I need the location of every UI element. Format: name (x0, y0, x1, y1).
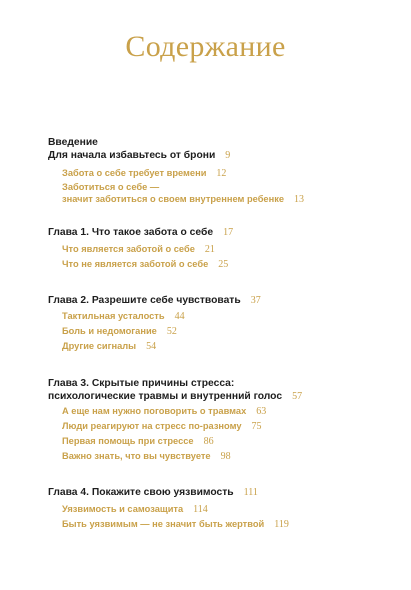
intro-label: Введение (48, 137, 98, 148)
chapter-3-item-1-title: А еще нам нужно поговорить о травмах (62, 406, 247, 416)
chapter-1-item-2-title: Что не является заботой о себе (62, 259, 209, 269)
chapter-4-page: 111 (243, 487, 258, 498)
chapter-3-row[interactable] (48, 391, 302, 403)
chapter-1-item-2[interactable] (62, 258, 228, 271)
chapter-1-item-1[interactable] (62, 243, 215, 256)
chapter-3-item-1-page: 63 (256, 406, 267, 417)
intro-item-1[interactable] (62, 167, 226, 180)
chapter-2-item-3[interactable] (62, 340, 156, 353)
chapter-3-item-3-page: 86 (203, 436, 214, 447)
chapter-1-item-1-page: 21 (204, 244, 215, 255)
chapter-2-item-3-title: Другие сигналы (62, 341, 137, 351)
chapter-4-item-2-title: Быть уязвимым — не значит быть жертвой (62, 519, 265, 529)
chapter-4-item-1-page: 114 (193, 504, 208, 515)
chapter-3-item-2[interactable] (62, 420, 262, 433)
chapter-2-item-2-page: 52 (166, 326, 177, 337)
chapter-3-page: 57 (292, 391, 303, 402)
chapter-3-item-4[interactable] (62, 450, 231, 463)
chapter-3-title: психологические травмы и внутренний голос (48, 391, 283, 402)
chapter-4-item-2-page: 119 (274, 519, 289, 530)
intro-item-2-line1[interactable]: Заботиться о себе — (62, 182, 160, 192)
chapter-2-page: 37 (250, 295, 261, 306)
chapter-2-item-2-title: Боль и недомогание (62, 326, 157, 336)
chapter-1-page: 17 (223, 227, 234, 238)
chapter-3-item-1[interactable] (62, 405, 266, 418)
chapter-2-item-2[interactable] (62, 325, 177, 338)
chapter-2-item-1-page: 44 (174, 311, 185, 322)
intro-item-2[interactable] (62, 193, 304, 206)
chapter-4-item-2[interactable] (62, 518, 289, 531)
intro-title-row[interactable] (48, 150, 230, 162)
chapter-2-item-3-page: 54 (146, 341, 157, 352)
chapter-1-title: Глава 1. Что такое забота о себе (48, 227, 214, 238)
intro-item-1-title: Забота о себе требует времени (62, 168, 207, 178)
page-title: Содержание (125, 30, 286, 63)
chapter-1-row[interactable] (48, 227, 233, 239)
chapter-3-title-line1[interactable]: Глава 3. Скрытые причины стресса: (48, 378, 235, 389)
intro-item-1-page: 12 (216, 168, 227, 179)
chapter-4-title: Глава 4. Покажите свою уязвимость (48, 487, 234, 498)
chapter-4-item-1[interactable] (62, 503, 208, 516)
chapter-3-item-3[interactable] (62, 435, 214, 448)
chapter-1-item-1-title: Что является заботой о себе (62, 244, 195, 254)
chapter-3-item-4-title: Важно знать, что вы чувствуете (62, 451, 211, 461)
chapter-4-item-1-title: Уязвимость и самозащита (62, 504, 184, 514)
intro-title: Для начала избавьтесь от брони (48, 150, 216, 161)
chapter-4-row[interactable] (48, 487, 258, 499)
chapter-2-row[interactable] (48, 295, 261, 307)
chapter-3-item-4-page: 98 (220, 451, 231, 462)
chapter-1-item-2-page: 25 (218, 259, 229, 270)
chapter-3-item-2-title: Люди реагируют на стресс по-разному (62, 421, 242, 431)
chapter-2-title: Глава 2. Разрешите себе чувствовать (48, 295, 241, 306)
intro-page: 9 (225, 150, 231, 161)
chapter-3-item-2-page: 75 (251, 421, 262, 432)
chapter-2-item-1[interactable] (62, 310, 185, 323)
intro-item-2-title: значит заботиться о своем внутреннем ребенке (62, 194, 285, 204)
chapter-3-item-3-title: Первая помощь при стрессе (62, 436, 194, 446)
chapter-2-item-1-title: Тактильная усталость (62, 311, 165, 321)
intro-item-2-page: 13 (294, 194, 305, 205)
